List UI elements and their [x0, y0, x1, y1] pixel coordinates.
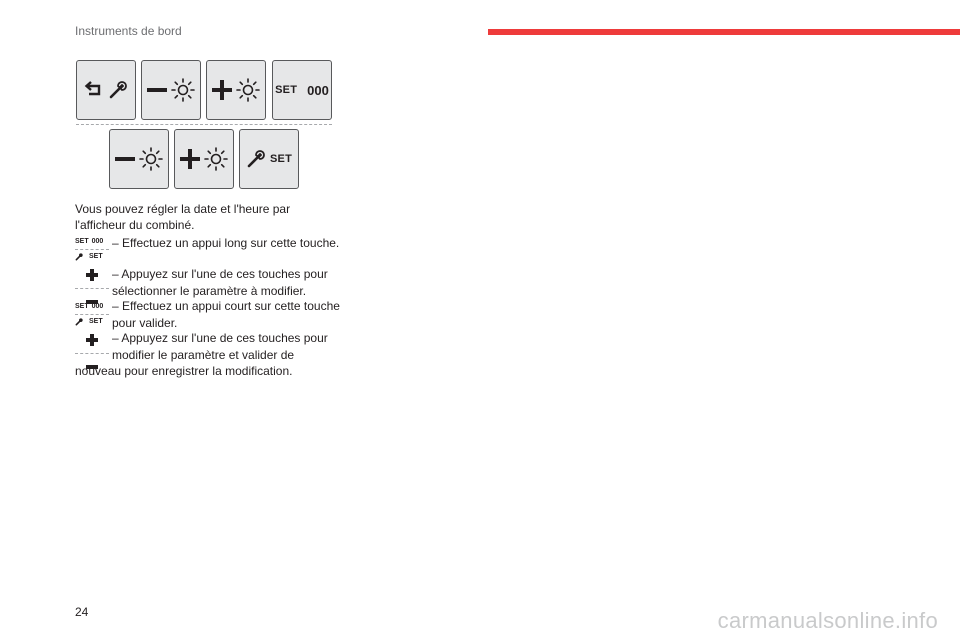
brightness-minus-key[interactable]	[141, 60, 201, 120]
step-short-press: – Effectuez un appui court sur cette touche pour valider.	[112, 299, 340, 330]
mini-set-value: 000	[91, 303, 104, 310]
mini-set-label: SET	[89, 253, 103, 260]
mini-set-value: 000	[91, 238, 104, 245]
wrench-icon	[108, 80, 128, 100]
mini-set-label: SET	[75, 238, 89, 245]
final-line: nouveau pour enregistrer la modification.	[75, 364, 293, 378]
set-key-label: SET	[275, 84, 298, 96]
plus-icon	[75, 269, 109, 281]
sun-icon	[204, 147, 228, 171]
plus-icon	[180, 149, 200, 169]
mini-set-label: SET	[89, 318, 103, 325]
step-long-press: – Effectuez un appui long sur cette touche.	[112, 236, 340, 250]
wrench-icon	[246, 149, 266, 169]
plus-icon	[75, 334, 109, 346]
brightness-plus-key[interactable]	[206, 60, 266, 120]
watermark: carmanualsonline.info	[717, 608, 938, 633]
return-settings-key[interactable]	[76, 60, 136, 120]
brightness-plus-key-alt[interactable]	[174, 129, 234, 189]
sun-icon	[171, 78, 195, 102]
return-arrow-icon	[84, 81, 104, 99]
minus-icon	[115, 156, 135, 162]
plus-icon	[212, 80, 232, 100]
set-keys-mini-icon	[75, 302, 109, 326]
minus-icon	[147, 87, 167, 93]
chapter-accent-bar	[488, 29, 960, 35]
divider-dashed	[76, 124, 332, 125]
set-trip-key[interactable]	[272, 60, 332, 120]
wrench-icon	[75, 317, 84, 326]
intro-paragraph: Vous pouvez régler la date et l'heure par l'afficheur du combiné.	[75, 202, 291, 232]
sun-icon	[139, 147, 163, 171]
set-key-label: SET	[270, 153, 292, 165]
wrench-icon	[75, 252, 84, 261]
mini-set-label: SET	[75, 303, 89, 310]
page-number: 24	[75, 605, 89, 619]
step-select-parameter: – Appuyez sur l'une de ces touches pour sélectionner le paramètre à modifier.	[112, 267, 328, 298]
step-modify-parameter: – Appuyez sur l'une de ces touches pour modifier le paramètre et valider de	[112, 331, 328, 362]
brightness-minus-key-alt[interactable]	[109, 129, 169, 189]
wrench-set-key[interactable]	[239, 129, 299, 189]
set-key-value: 000	[307, 82, 329, 98]
set-keys-mini-icon	[75, 237, 109, 261]
sun-icon	[236, 78, 260, 102]
section-title: Instruments de bord	[75, 24, 182, 38]
